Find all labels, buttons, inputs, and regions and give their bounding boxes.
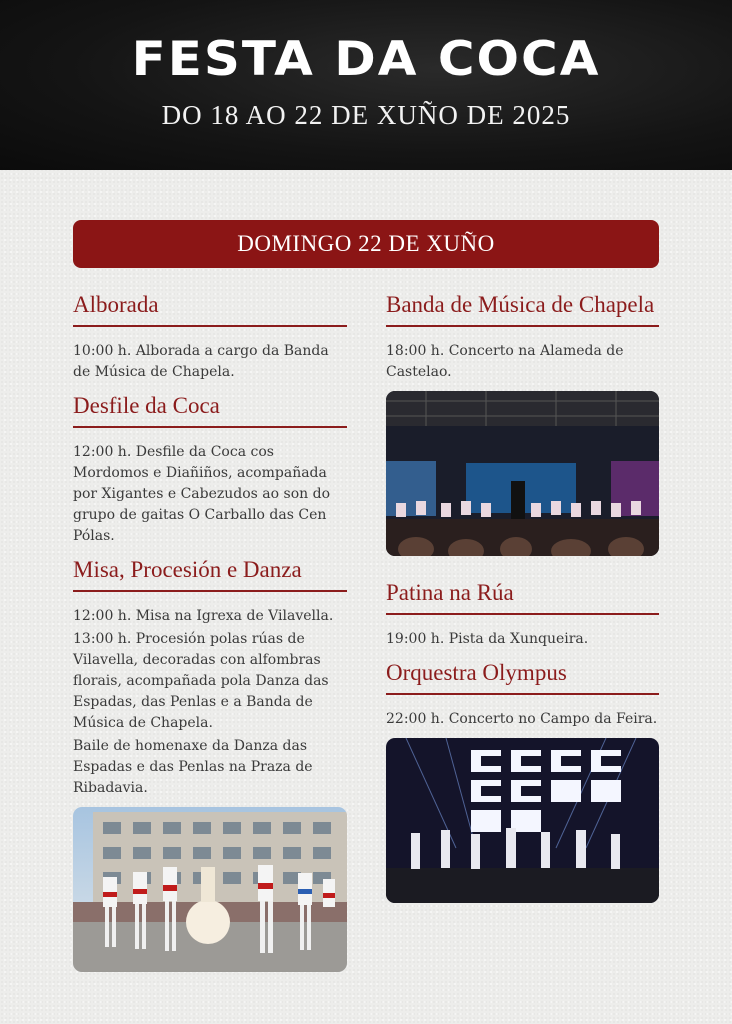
misa-paragraph-1: 12:00 h. Misa na Igrexa de Vilavella. [73,608,334,624]
page-title: FESTA DA COCA [131,31,601,87]
left-column [73,290,347,972]
section-alborada [73,290,347,383]
section-desfile [73,391,347,547]
misa-paragraph-3: Baile de homenaxe da Danza das Espadas e das Penlas na Praza de Ribadavia. [73,738,313,796]
section-title-orquestra: Orquestra Olympus [386,658,659,695]
section-patina [386,578,659,650]
section-text-banda: 18:00 h. Concerto na Alameda de Castelao. [386,343,624,380]
section-text-alborada: 10:00 h. Alborada a cargo da Banda de Música de Chapela. [73,343,329,380]
section-title-patina: Patina na Rúa [386,578,659,615]
section-text-misa [73,606,347,799]
section-text-orquestra: 22:00 h. Concerto no Campo da Feira. [386,711,658,727]
photo-banda-concert [386,391,659,556]
section-title-desfile: Desfile da Coca [73,391,347,428]
day-banner: DOMINGO 22 DE XUÑO [73,220,659,268]
misa-paragraph-2: 13:00 h. Procesión polas rúas de Vilavella, decoradas con alfombras florais, acompañada pola Danza das Espadas, das Penlas e a Banda de Música de Chapela. [73,631,329,731]
section-misa [73,555,347,799]
header [0,0,732,170]
section-orquestra [386,658,659,730]
section-title-misa: Misa, Procesión e Danza [73,555,347,592]
section-banda [386,290,659,383]
page-subtitle: DO 18 AO 22 DE XUÑO DE 2025 [161,100,571,130]
right-column [386,290,659,903]
section-title-alborada: Alborada [73,290,347,327]
photo-danza [73,807,347,972]
section-text-patina: 19:00 h. Pista da Xunqueira. [386,631,589,647]
section-title-banda: Banda de Música de Chapela [386,290,659,327]
section-text-desfile: 12:00 h. Desfile da Coca cos Mordomos e Diañiños, acompañada por Xigantes e Cabezudos ao son do grupo de gaitas O Carballo das Cen Pólas. [73,444,331,544]
photo-orquestra-stage [386,738,659,903]
